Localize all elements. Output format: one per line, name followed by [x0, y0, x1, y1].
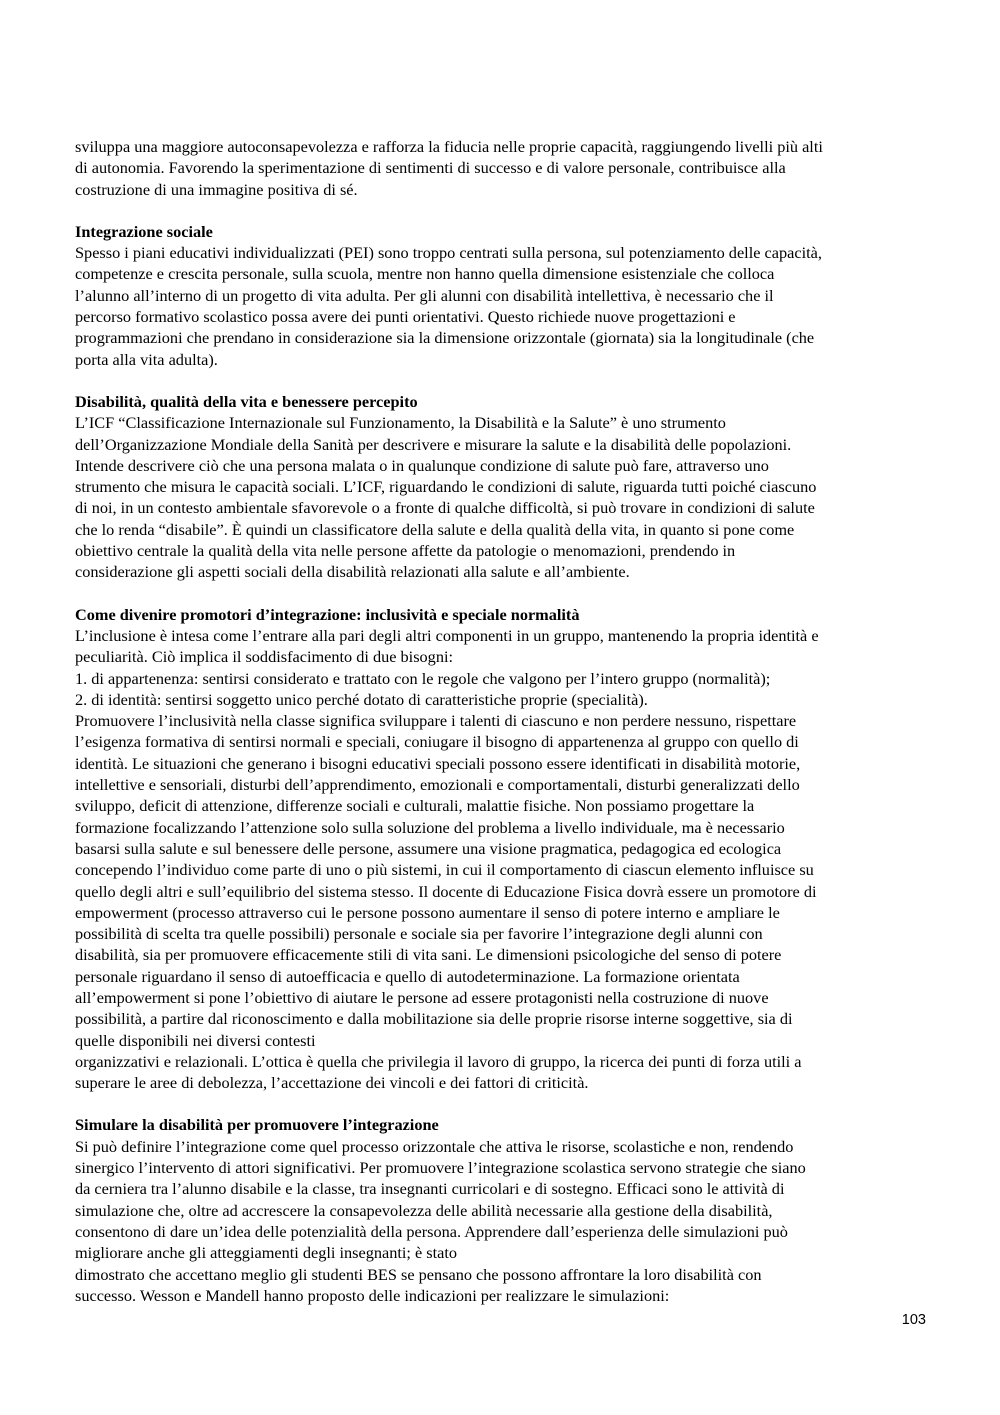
text-line: dell’Organizzazione Mondiale della Sanità per descrivere e misurare la salute e la disabilità delle popolazioni. [75, 434, 792, 454]
section-heading: Disabilità, qualità della vita e benessere percepito [75, 391, 418, 411]
text-line: Spesso i piani educativi individualizzati (PEI) sono troppo centrati sulla persona, sul potenziamento delle capacità, [75, 243, 822, 263]
text-line: programmazioni che prendano in considerazione sia la dimensione orizzontale (giornata) sia la longitudinale (che [75, 328, 815, 348]
text-line: consentono di dare un’idea delle potenzialità della persona. Apprendere dall’esperienza delle simulazioni può [75, 1221, 788, 1241]
text-line: superare le aree di debolezza, l’accettazione dei vincoli e dei fattori di criticità. [75, 1073, 589, 1093]
text-line: l’alunno all’interno di un progetto di vita adulta. Per gli alunni con disabilità intellettiva, è necessario che il [75, 285, 774, 305]
text-line: obiettivo centrale la qualità della vita nelle persone affette da patologie o menomazioni, prendendo in [75, 541, 736, 561]
text-line: da cerniera tra l’alunno disabile e la classe, tra insegnanti curricolari e di sostegno. Efficaci sono le attività di [75, 1179, 785, 1199]
text-line: di autonomia. Favorendo la sperimentazione di sentimenti di successo e di valore personale, contribuisce alla [75, 158, 786, 178]
text-line: percorso formativo scolastico possa avere dei punti orientativi. Questo richiede nuove progettazioni e [75, 307, 736, 327]
text-line: simulazione che, oltre ad accrescere la consapevolezza delle abilità necessarie alla gestione della disabilità, [75, 1200, 773, 1220]
text-line: peculiarità. Ciò implica il soddisfacimento di due bisogni: [75, 647, 454, 667]
section-simulare-disabilita [75, 1114, 927, 1306]
section-heading: Simulare la disabilità per promuovere l’integrazione [75, 1115, 439, 1135]
text-line: empowerment (processo attraverso cui le persone possono aumentare il senso di potere interno e ampliare le [75, 902, 780, 922]
text-line: costruzione di una immagine positiva di sé. [75, 179, 358, 199]
text-line: quello degli altri e sull’equilibrio del sistema stesso. Il docente di Educazione Fisica dovrà essere un promotore di [75, 881, 817, 901]
section-heading: Integrazione sociale [75, 221, 213, 241]
text-line: quelle disponibili nei diversi contesti [75, 1030, 316, 1050]
text-line: basarsi sulla salute e sul benessere delle persone, assumere una visione pragmatica, pedagogica ed ecologica [75, 838, 782, 858]
text-line: successo. Wesson e Mandell hanno proposto delle indicazioni per realizzare le simulazioni: [75, 1285, 670, 1305]
text-line: migliorare anche gli atteggiamenti degli insegnanti; è stato [75, 1243, 458, 1263]
text-line: personale riguardano il senso di autoefficacia e quello di autodeterminazione. La formazione orientata [75, 966, 740, 986]
text-line: strumento che misura le capacità sociali. L’ICF, riguardando le condizioni di salute, riguarda tutti poiché ciascuno [75, 477, 817, 497]
text-line: Promuovere l’inclusività nella classe significa sviluppare i talenti di ciascuno e non perdere nessuno, rispettare [75, 711, 797, 731]
list-item: 1. di appartenenza: sentirsi considerato e trattato con le regole che valgono per l’intero gruppo (normalità); [75, 668, 771, 688]
text-line: concependo l’individuo come parte di uno o più sistemi, in cui il comportamento di ciascun elemento influisce su [75, 860, 814, 880]
section-promotori-integrazione [75, 604, 927, 1094]
list-item: 2. di identità: sentirsi soggetto unico perché dotato di caratteristiche proprie (specialità). [75, 689, 648, 709]
text-line: sviluppa una maggiore autoconsapevolezza e rafforza la fiducia nelle proprie capacità, raggiungendo livelli più alti [75, 137, 823, 156]
page-number: 103 [901, 1312, 926, 1328]
text-line: sinergico l’intervento di attori significativi. Per promuovere l’integrazione scolastica servono strategie che siano [75, 1158, 806, 1178]
text-line: formazione focalizzando l’attenzione solo sulla soluzione del problema a livello individuale, ma è necessario [75, 817, 785, 837]
text-line: disabilità, sia per promuovere efficacemente stili di vita sani. Le dimensioni psicologiche del senso di potere [75, 945, 782, 965]
text-line: intellettive e sensoriali, disturbi dell’apprendimento, emozionali e comportamentali, disturbi generalizzati dello [75, 775, 800, 795]
text-line: competenze e crescita personale, sulla scuola, mentre non hanno quella dimensione esistenziale che colloca [75, 264, 775, 284]
text-line: di noi, in un contesto ambientale sfavorevole o a fronte di qualche difficoltà, si può trovare in condizioni di salute [75, 498, 815, 518]
text-line: organizzativi e relazionali. L’ottica è quella che privilegia il lavoro di gruppo, la ricerca dei punti di forza utili a [75, 1051, 802, 1071]
text-line: all’empowerment si pone l’obiettivo di aiutare le persone ad essere protagonisti nella costruzione di nuove [75, 987, 769, 1007]
page-body [75, 136, 927, 1327]
text-line: possibilità, a partire dal riconoscimento e dalla mobilitazione sia delle proprie risorse interne soggettive, sia di [75, 1009, 793, 1029]
text-line: considerazione gli aspetti sociali della disabilità relazionati alla salute e all’ambiente. [75, 562, 630, 582]
text-line: dimostrato che accettano meglio gli studenti BES se pensano che possono affrontare la loro disabilità con [75, 1264, 762, 1284]
section-heading: Come divenire promotori d’integrazione: inclusività e speciale normalità [75, 604, 580, 624]
section-integrazione-sociale [75, 221, 927, 370]
text-line: l’esigenza formativa di sentirsi normali e speciali, coniugare il bisogno di appartenenza al gruppo con quello di [75, 732, 799, 752]
text-line: L’inclusione è intesa come l’entrare alla pari degli altri componenti in un gruppo, mantenendo la propria identità e [75, 625, 819, 645]
text-line: porta alla vita adulta). [75, 349, 218, 369]
text-line: sviluppo, deficit di attenzione, differenze sociali e culturali, malattie fisiche. Non possiamo progettare la [75, 796, 755, 816]
text-line: che lo renda “disabile”. È quindi un classificatore della salute e della qualità della vita, in quanto si pone come [75, 519, 795, 539]
section-disabilita-qualita [75, 391, 927, 583]
text-line: Si può definire l’integrazione come quel processo orizzontale che attiva le risorse, scolastiche e non, rendendo [75, 1136, 794, 1156]
text-line: possibilità di scelta tra quelle possibili) personale e sociale sia per favorire l’integrazione degli alunni con [75, 924, 763, 944]
text-line: L’ICF “Classificazione Internazionale sul Funzionamento, la Disabilità e la Salute” è uno strumento [75, 413, 726, 433]
text-line: identità. Le situazioni che generano i bisogni educativi speciali possono essere identificati in disabilità motorie, [75, 753, 801, 773]
text-line: Intende descrivere ciò che una persona malata o in qualunque condizione di salute può fare, attraverso uno [75, 455, 769, 475]
intro-paragraph [75, 136, 927, 200]
